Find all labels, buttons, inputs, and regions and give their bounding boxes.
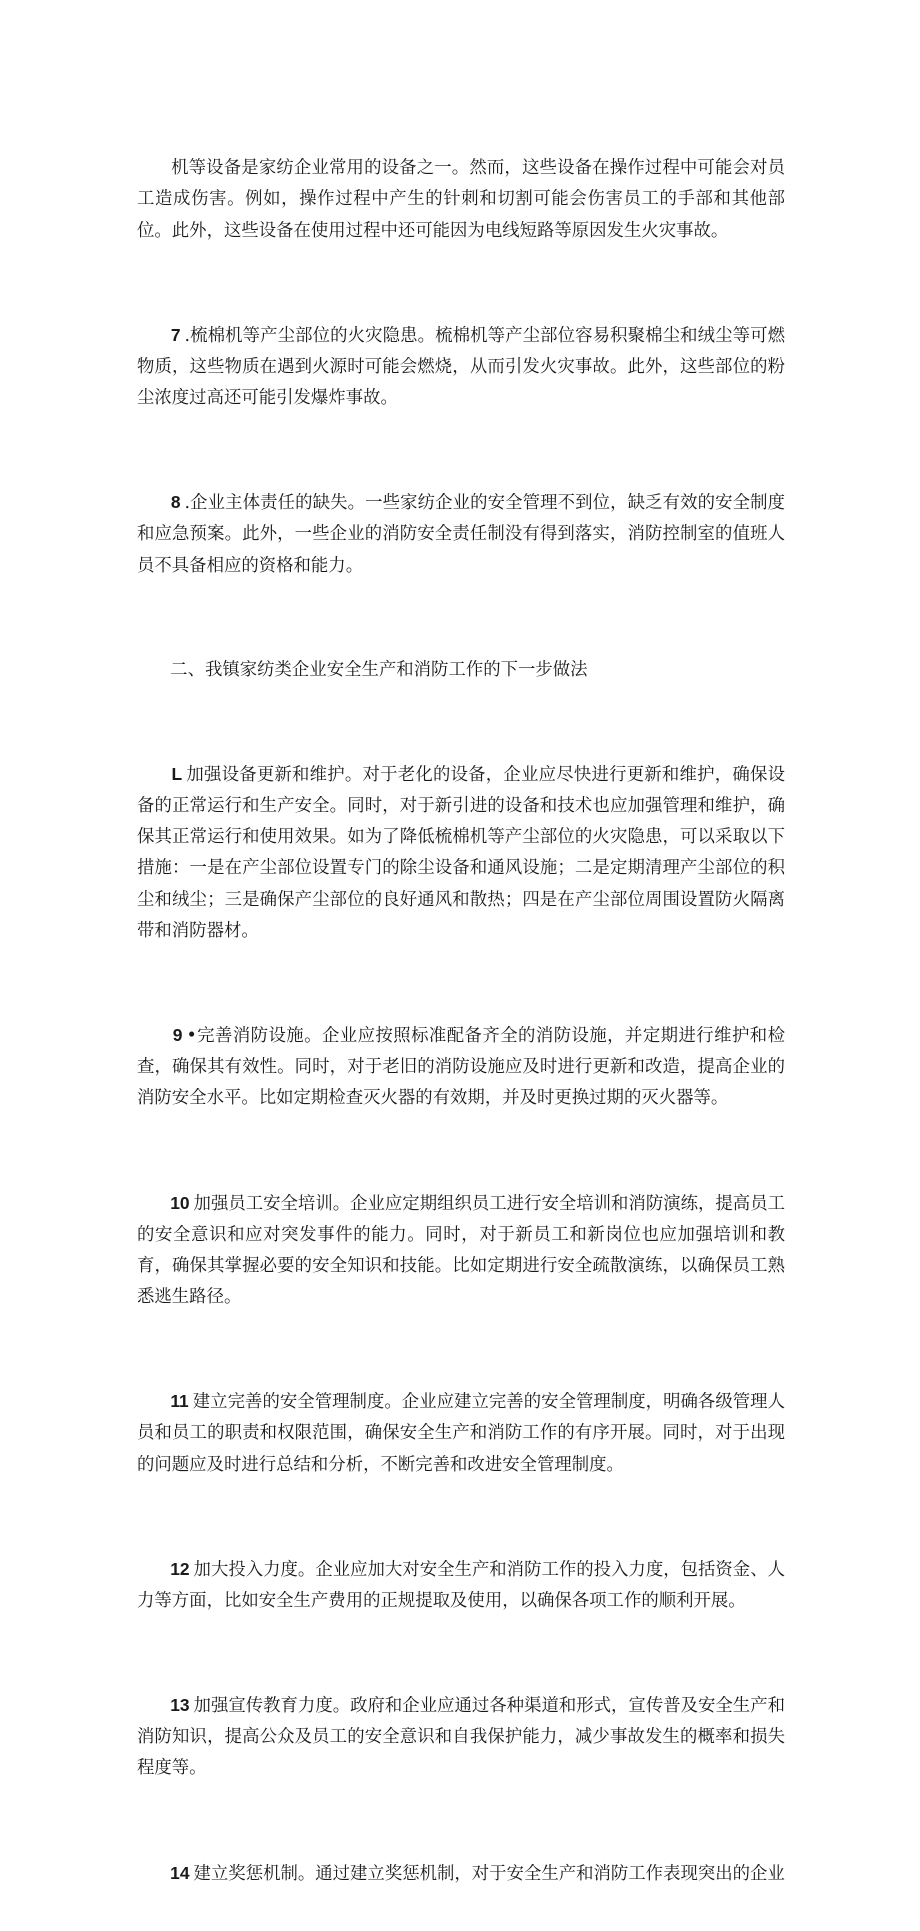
paragraph-intro-continuation	[137, 122, 785, 278]
paragraph-number: 11	[170, 1391, 189, 1412]
paragraph-item-13	[137, 1659, 785, 1816]
paragraph-number: L	[171, 763, 183, 784]
paragraph-number: 13	[170, 1695, 190, 1716]
document-body	[137, 122, 785, 1931]
paragraph-number: 9	[172, 1024, 183, 1045]
section-heading-text: 二、我镇家纺类企业安全生产和消防工作的下一步做法	[170, 659, 588, 680]
paragraph-item-14	[137, 1826, 785, 1921]
paragraph-text: 加强员工安全培训。企业应定期组织员工进行安全培训和消防演练，提高员工的安全意识和应对突发事件的能力。同时，对于新员工和新岗位也应加强培训和教育，确保其掌握必要的安全知识和技能。比如定期进行安全疏散演练，以确保员工熟悉逃生路径。	[137, 1193, 785, 1308]
paragraph-number: 12	[170, 1558, 190, 1579]
paragraph-item-12	[137, 1523, 785, 1649]
paragraph-text: 加强设备更新和维护。对于老化的设备，企业应尽快进行更新和维护，确保设备的正常运行和生产安全。同时，对于新引进的设备和技术也应加强管理和维护，确保其正常运行和使用效果。如为了降低梳棉机等产尘部位的火灾隐患，可以采取以下措施：一是在产尘部位设置专门的除尘设备和通风设施；二是定期清理产尘部位的积尘和绒尘；三是确保产尘部位的良好通风和散热；四是在产尘部位周围设置防火隔离带和消防器材。	[137, 764, 785, 941]
paragraph-item-l	[137, 728, 785, 979]
paragraph-number: 14	[170, 1862, 190, 1883]
paragraph-item-11	[137, 1355, 785, 1512]
paragraph-text: 加大投入力度。企业应加大对安全生产和消防工作的投入力度，包括资金、人力等方面，比如安全生产费用的正规提取及使用，以确保各项工作的顺利开展。	[137, 1559, 785, 1611]
paragraph-item-7	[137, 289, 785, 446]
paragraph-number: 7	[170, 324, 181, 345]
paragraph-text: .企业主体责任的缺失。一些家纺企业的安全管理不到位，缺乏有效的安全制度和应急预案。此外，一些企业的消防安全责任制没有得到落实，消防控制室的值班人员不具备相应的资格和能力。	[137, 493, 785, 576]
section-heading	[137, 624, 785, 718]
paragraph-text: 建立完善的安全管理制度。企业应建立完善的安全管理制度，明确各级管理人员和员工的职责和权限范围，确保安全生产和消防工作的有序开展。同时，对于出现的问题应及时进行总结和分析，不断完善和改进安全管理制度。	[137, 1392, 785, 1475]
paragraph-item-9	[137, 989, 785, 1146]
paragraph-item-8	[137, 456, 785, 613]
paragraph-text: .梳棉机等产尘部位的火灾隐患。梳棉机等产尘部位容易积聚棉尘和绒尘等可燃物质，这些物质在遇到火源时可能会燃烧，从而引发火灾事故。此外，这些部位的粉尘浓度过高还可能引发爆炸事故。	[137, 325, 785, 409]
paragraph-text: •完善消防设施。企业应按照标准配备齐全的消防设施，并定期进行维护和检查，确保其有效性。同时，对于老旧的消防设施应及时进行更新和改造，提高企业的消防安全水平。比如定期检查灭火器的有效期，并及时更换过期的灭火器等。	[137, 1025, 786, 1109]
paragraph-number: 8	[170, 492, 181, 513]
paragraph-text: 建立奖惩机制。通过建立奖惩机制，对于安全生产和消防工作表现突出的企业	[193, 1863, 785, 1884]
paragraph-number: 10	[170, 1192, 190, 1213]
paragraph-item-10	[137, 1156, 785, 1344]
paragraph-text: 机等设备是家纺企业常用的设备之一。然而，这些设备在操作过程中可能会对员工造成伤害。例如，操作过程中产生的针刺和切割可能会伤害员工的手部和其他部位。此外，这些设备在使用过程中还可能因为电线短路等原因发生火灾事故。	[137, 158, 785, 241]
paragraph-text: 加强宣传教育力度。政府和企业应通过各种渠道和形式，宣传普及安全生产和消防知识，提高公众及员工的安全意识和自我保护能力，减少事故发生的概率和损失程度等。	[137, 1696, 785, 1779]
